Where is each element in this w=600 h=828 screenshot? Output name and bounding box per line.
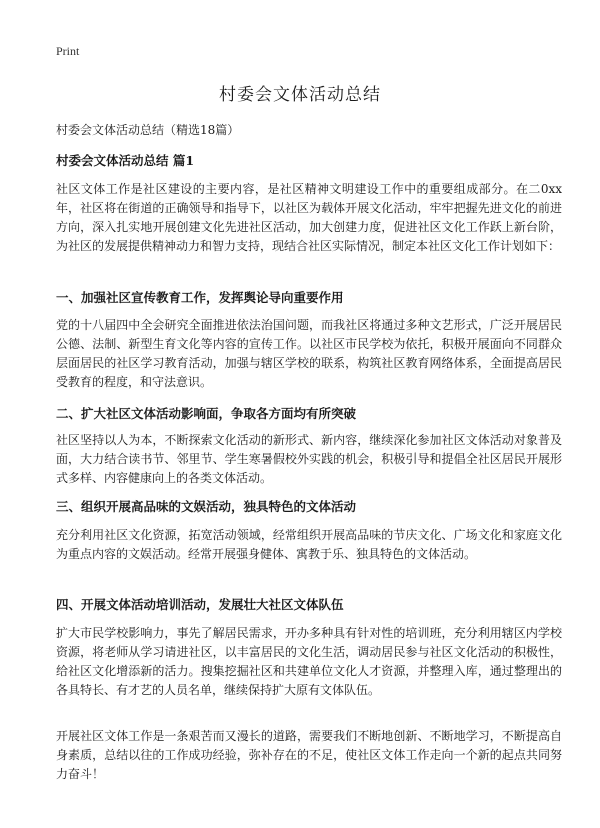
print-link[interactable]: Print [56, 44, 80, 58]
closing-paragraph: 开展社区文体工作是一条艰苦而又漫长的道路，需要我们不断地创新、不断地学习，不断提高自身素质，总结以往的工作成功经验，弥补存在的不足，使社区文体工作走向一个新的起点共同努力奋斗！ [56, 729, 562, 781]
section-heading-3: 三、组织开展高品味的文娱活动，独具特色的文体活动 [56, 499, 357, 514]
section-heading-1: 一、加强社区宣传教育工作，发挥舆论导向重要作用 [56, 290, 344, 305]
section-body-2: 社区坚持以人为本，不断探索文化活动的新形式、新内容，继续深化参加社区文体活动对象普及面，大力结合读书节、邻里节、学生寒暑假校外实践的机会，积极引导和提倡全社区居民开展形式多样、内容健康向上的各类文体活动。 [56, 433, 562, 485]
section-heading-2: 二、扩大社区文体活动影响面，争取各方面均有所突破 [56, 406, 357, 421]
section-body-4: 扩大市民学校影响力，事先了解居民需求，开办多种具有针对性的培训班，充分利用辖区内学校资源，将老师从学习请进社区，以丰富居民的文化生活，调动居民参与社区文化活动的积极性，给社区文化增添新的活力。搜集挖掘社区和共建单位文化人才资源，并整理入库，通过整理出的各具特长、有才艺的人员名单，继续保持扩大原有文体队伍。 [56, 626, 562, 697]
document-subtitle: 村委会文体活动总结（精选18篇） [56, 123, 240, 137]
article-heading: 村委会文体活动总结 篇1 [56, 153, 195, 168]
section-heading-4: 四、开展文体活动培训活动，发展壮大社区文体队伍 [56, 597, 344, 612]
section-body-1: 党的十八届四中全会研究全面推进依法治国问题，而我社区将通过多种文艺形式，广泛开展居民公德、法制、新型生育文化等内容的宣传工作。以社区市民学校为依托，积极开展面向不同群众层面居民的社区学习教育活动，加强与辖区学校的联系，构筑社区教育网络体系，全面提高居民受教育的程度，和守法意识。 [56, 318, 562, 389]
intro-paragraph: 社区文体工作是社区建设的主要内容，是社区精神文明建设工作中的重要组成部分。在二0xx年，社区将在街道的正确领导和指导下，以社区为载体开展文化活动，牢牢把握先进文化的前进方向，深入扎实地开展创建文化先进社区活动，加大创建力度，促进社区文化工作跃上新台阶，为社区的发展提供精神动力和智力支持，现结合社区实际情况，制定本社区文化工作计划如下： [56, 182, 562, 253]
section-body-3: 充分利用社区文化资源，拓宽活动领域，经常组织开展高品味的节庆文化、广场文化和家庭文化为重点内容的文娱活动。经常开展强身健体、寓教于乐、独具特色的文体活动。 [56, 528, 562, 561]
page-title: 村委会文体活动总结 [219, 85, 381, 105]
